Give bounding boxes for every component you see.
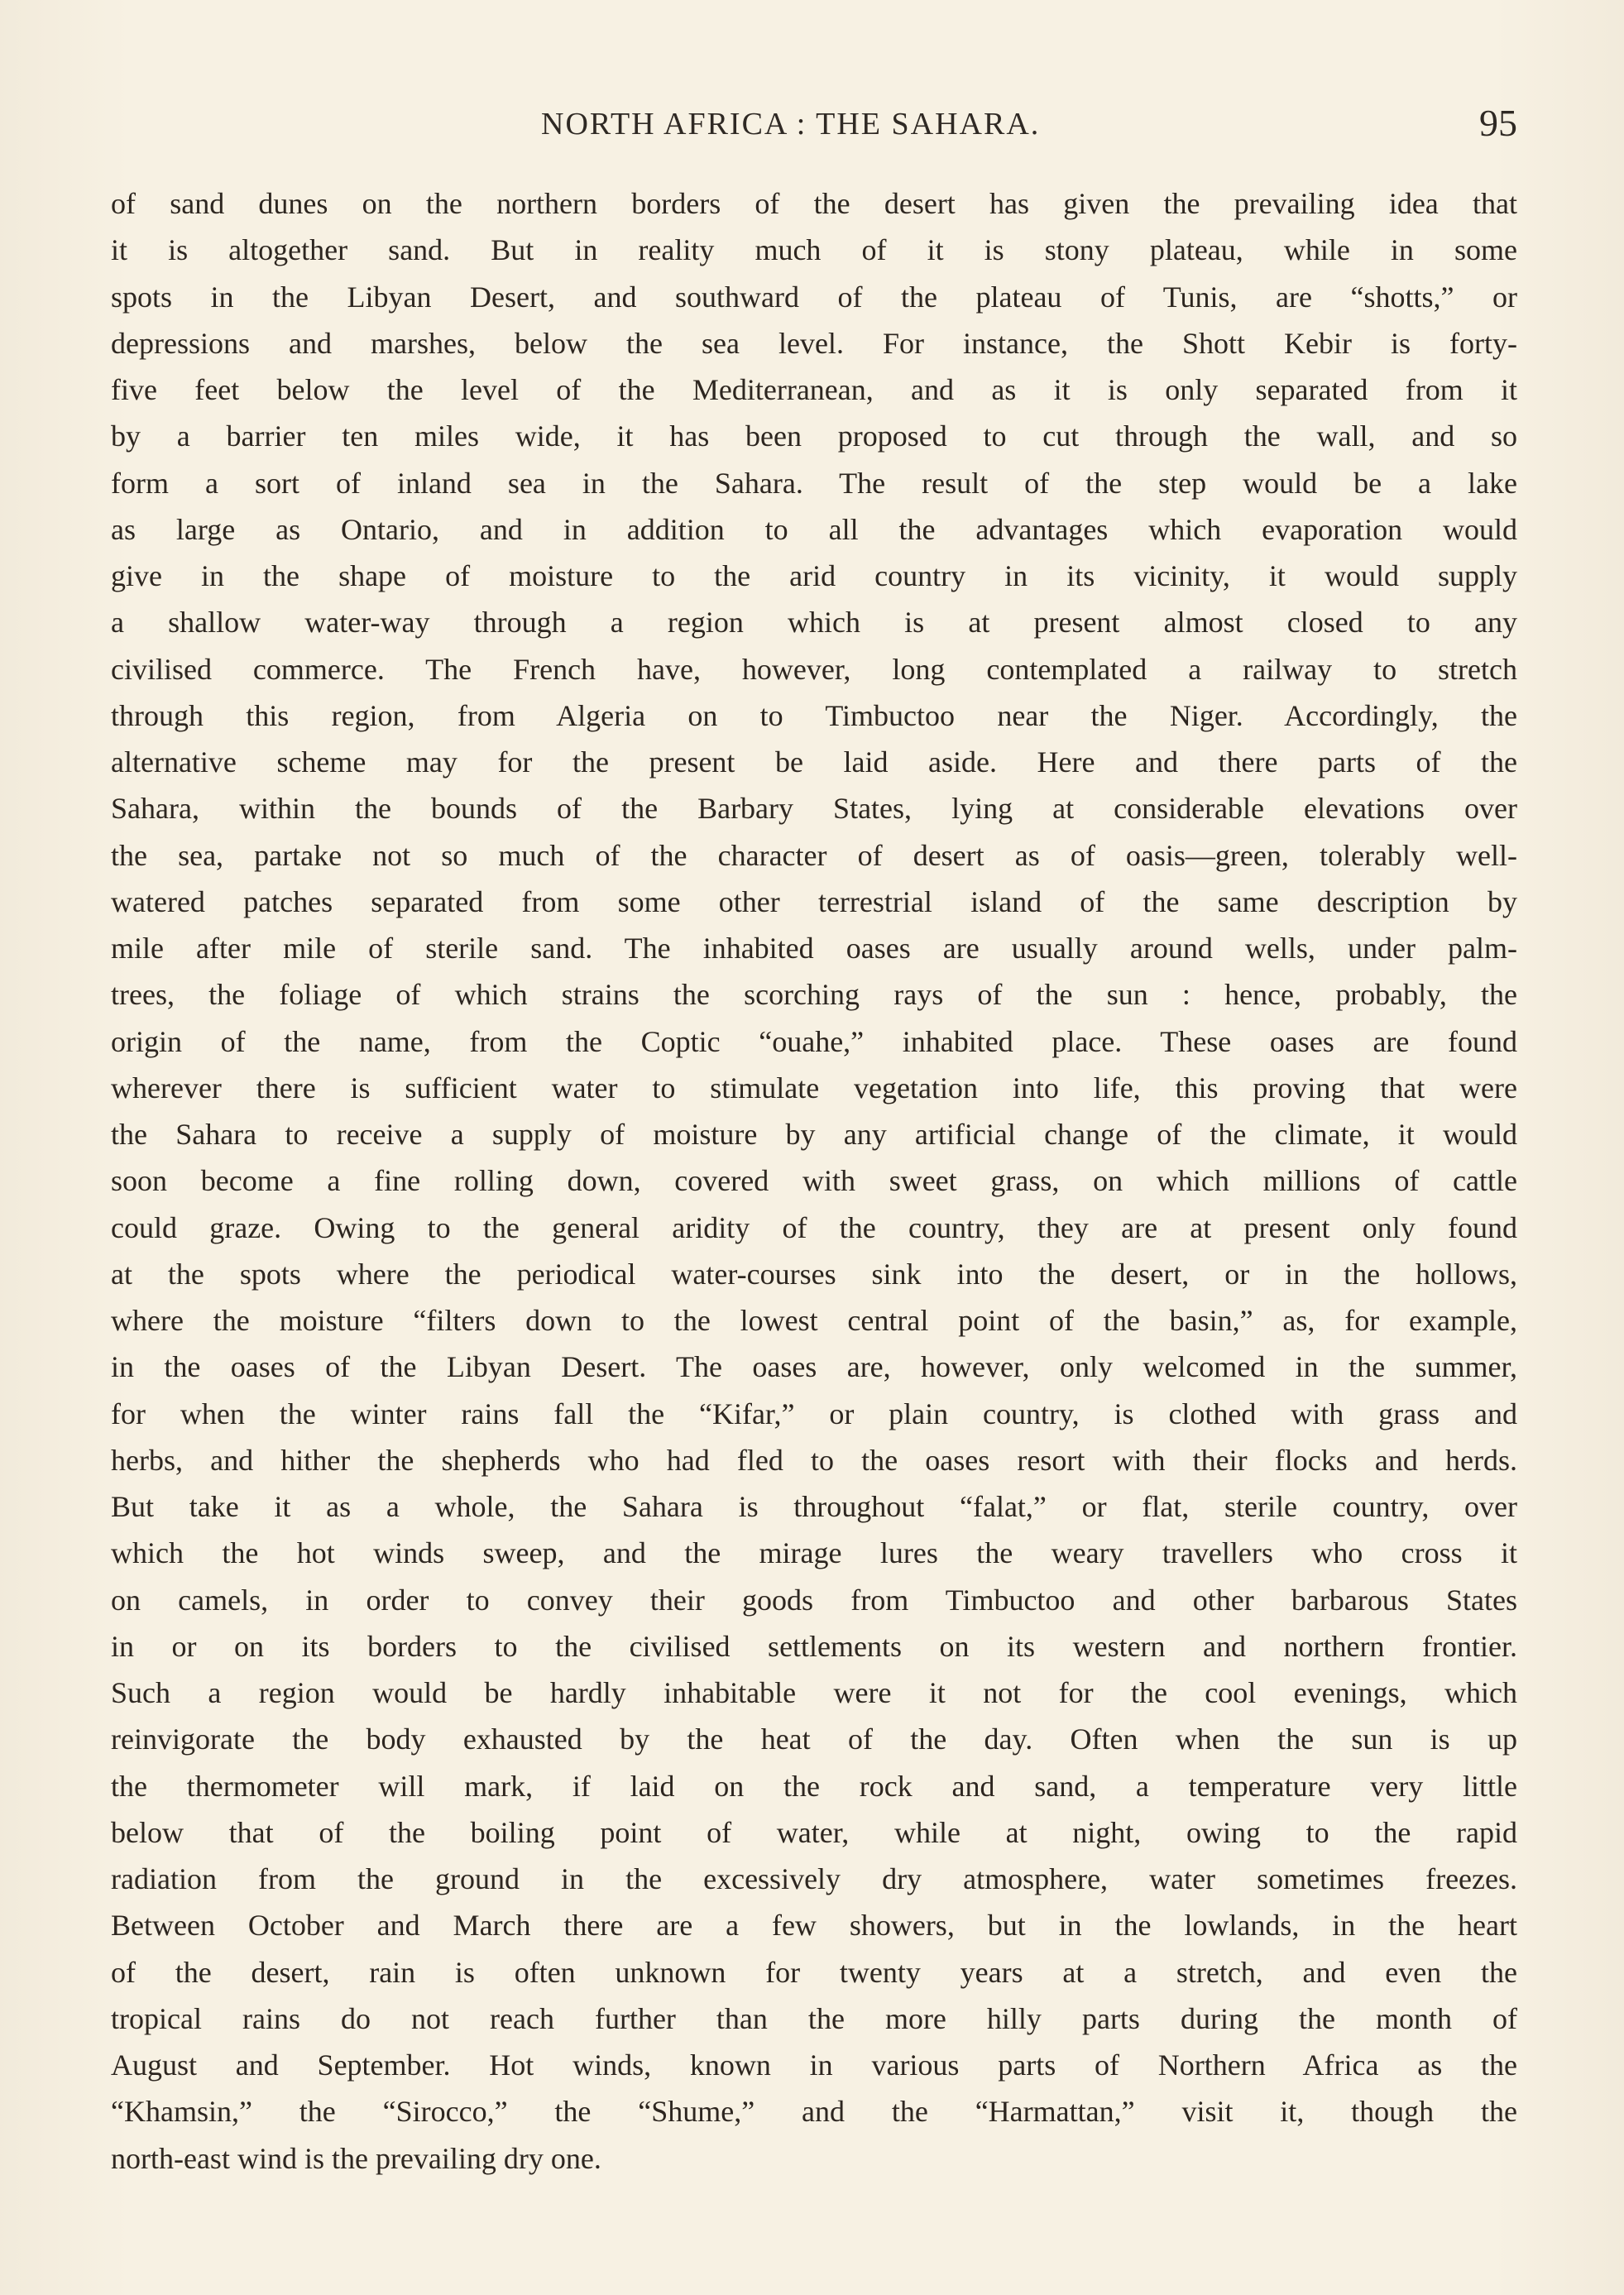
text-line: depressions and marshes, below the sea level. For instance, the Shott Kebir is forty- xyxy=(111,326,1517,360)
text-line: soon become a fine rolling down, covered with sweet grass, on which millions of cattle xyxy=(111,1164,1517,1198)
text-line: it is altogether sand. But in reality much of it is stony plateau, while in some xyxy=(111,233,1517,267)
text-line: radiation from the ground in the excessively dry atmosphere, water sometimes freezes. xyxy=(111,1862,1517,1895)
text-line: for when the winter rains fall the “Kifar,” or plain country, is clothed with grass and xyxy=(111,1397,1517,1430)
text-line: watered patches separated from some other terrestrial island of the same description by xyxy=(111,884,1517,918)
text-line: “Khamsin,” the “Sirocco,” the “Shume,” and the “Harmattan,” visit it, though the xyxy=(111,2095,1517,2129)
page-header-title: NORTH AFRICA : THE SAHARA. xyxy=(541,107,1041,141)
text-line: five feet below the level of the Mediterranean, and as it is only separated from it xyxy=(111,373,1517,406)
text-line: could graze. Owing to the general aridity of the country, they are at present only found xyxy=(111,1210,1517,1244)
text-line: August and September. Hot winds, known in various parts of Northern Africa as the xyxy=(111,2048,1517,2082)
text-line: north-east wind is the prevailing dry one. xyxy=(111,2141,601,2175)
text-line: which the hot winds sweep, and the mirage lures the weary travellers who cross it xyxy=(111,1536,1517,1570)
text-line: through this region, from Algeria on to Timbuctoo near the Niger. Accordingly, the xyxy=(111,698,1517,732)
running-head xyxy=(111,98,1517,147)
text-line: where the moisture “filters down to the lowest central point of the basin,” as, for example, xyxy=(111,1304,1517,1337)
text-line: spots in the Libyan Desert, and southward of the plateau of Tunis, are “shotts,” or xyxy=(111,280,1517,314)
text-line: alternative scheme may for the present be laid aside. Here and there parts of the xyxy=(111,745,1517,779)
text-line: Such a region would be hardly inhabitable were it not for the cool evenings, which xyxy=(111,1676,1517,1709)
text-line: trees, the foliage of which strains the scorching rays of the sun : hence, probably, the xyxy=(111,978,1517,1012)
text-line: of the desert, rain is often unknown for twenty years at a stretch, and even the xyxy=(111,1955,1517,1989)
text-line: give in the shape of moisture to the arid country in its vicinity, it would supply xyxy=(111,559,1517,592)
text-line: in or on its borders to the civilised settlements on its western and northern frontier. xyxy=(111,1629,1517,1663)
text-line: form a sort of inland sea in the Sahara. The result of the step would be a lake xyxy=(111,466,1517,500)
text-line: wherever there is sufficient water to stimulate vegetation into life, this proving that were xyxy=(111,1071,1517,1104)
text-line: civilised commerce. The French have, however, long contemplated a railway to stretch xyxy=(111,652,1517,686)
page-number: 95 xyxy=(1479,102,1517,144)
text-line: But take it as a whole, the Sahara is throughout “falat,” or flat, sterile country, over xyxy=(111,1490,1517,1523)
text-line: mile after mile of sterile sand. The inhabited oases are usually around wells, under palm- xyxy=(111,932,1517,965)
text-line: at the spots where the periodical water-courses sink into the desert, or in the hollows, xyxy=(111,1257,1517,1291)
text-line: reinvigorate the body exhausted by the heat of the day. Often when the sun is up xyxy=(111,1722,1517,1756)
text-line: in the oases of the Libyan Desert. The oases are, however, only welcomed in the summer, xyxy=(111,1350,1517,1384)
text-line: tropical rains do not reach further than the more hilly parts during the month of xyxy=(111,2001,1517,2035)
body-text xyxy=(111,180,1517,2182)
text-line: the thermometer will mark, if laid on the rock and sand, a temperature very little xyxy=(111,1769,1517,1803)
text-line: Between October and March there are a few showers, but in the lowlands, in the heart xyxy=(111,1909,1517,1943)
text-line: by a barrier ten miles wide, it has been proposed to cut through the wall, and so xyxy=(111,419,1517,453)
text-line: Sahara, within the bounds of the Barbary States, lying at considerable elevations over xyxy=(111,792,1517,826)
text-line: of sand dunes on the northern borders of the desert has given the prevailing idea that xyxy=(111,187,1517,220)
text-line: as large as Ontario, and in addition to all the advantages which evaporation would xyxy=(111,512,1517,546)
text-line: herbs, and hither the shepherds who had fled to the oases resort with their flocks and herds. xyxy=(111,1443,1517,1477)
text-line: the Sahara to receive a supply of moisture by any artificial change of the climate, it would xyxy=(111,1118,1517,1151)
text-line: below that of the boiling point of water, while at night, owing to the rapid xyxy=(111,1815,1517,1849)
text-line: a shallow water-way through a region which is at present almost closed to any xyxy=(111,606,1517,640)
text-line: the sea, partake not so much of the character of desert as of oasis—green, tolerably well- xyxy=(111,838,1517,872)
text-line: origin of the name, from the Coptic “ouahe,” inhabited place. These oases are found xyxy=(111,1024,1517,1058)
text-line: on camels, in order to convey their goods from Timbuctoo and other barbarous States xyxy=(111,1583,1517,1617)
